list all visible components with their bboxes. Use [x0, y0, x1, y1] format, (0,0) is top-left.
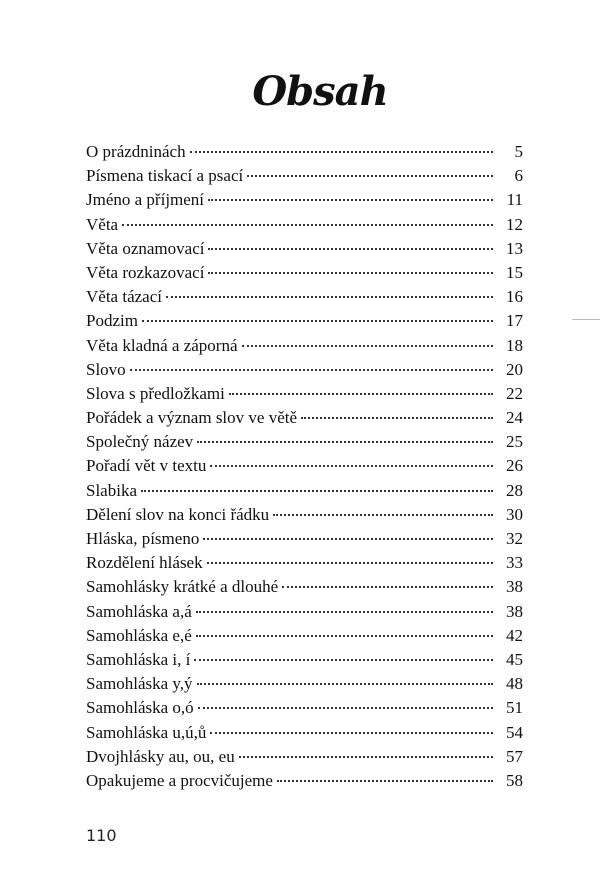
toc-entry-label: Rozdělení hlásek: [86, 553, 203, 573]
toc-entry-label: O prázdninách: [86, 142, 186, 161]
toc-entry: [86, 309, 523, 333]
toc-entry-page: 38: [506, 601, 523, 621]
toc-entry-page: 5: [514, 142, 523, 161]
toc-entry-label: Samohláska i, í: [86, 649, 191, 669]
dot-leader: [130, 369, 493, 371]
toc-entry: [86, 334, 523, 358]
toc-entry: [86, 721, 523, 745]
toc-entry-page: 57: [506, 746, 523, 766]
toc-entry-page: 12: [506, 214, 523, 234]
toc-entry: [86, 551, 523, 575]
toc-entry: [86, 575, 523, 599]
dot-leader: [198, 707, 493, 709]
toc-entry: [86, 527, 523, 551]
toc-entry-page: 30: [506, 504, 523, 524]
table-of-contents: [86, 140, 523, 793]
toc-entry: [86, 454, 523, 478]
dot-leader: [196, 635, 493, 637]
toc-entry-label: Společný název: [86, 432, 194, 452]
toc-entry: [86, 213, 523, 237]
page-title: Obsah: [252, 68, 388, 115]
toc-entry-label: Písmena tiskací a psací: [86, 166, 244, 186]
dot-leader: [282, 586, 493, 588]
toc-entry: [86, 430, 523, 454]
toc-entry-label: Dvojhlásky au, ou, eu: [86, 746, 235, 766]
toc-entry: [86, 600, 523, 624]
dot-leader: [273, 514, 493, 516]
toc-entry-page: 25: [506, 432, 523, 452]
toc-entry-page: 17: [506, 311, 523, 331]
toc-entry-page: 24: [506, 408, 523, 428]
toc-entry-page: 58: [506, 770, 523, 790]
toc-entry-label: Samohlásky krátké a dlouhé: [86, 577, 279, 597]
toc-entry-page: 6: [514, 166, 523, 186]
dot-leader: [197, 683, 493, 685]
toc-entry: [86, 745, 523, 769]
dot-leader: [208, 248, 493, 250]
toc-entry: [86, 503, 523, 527]
toc-entry-label: Samohláska o,ó: [86, 698, 194, 718]
toc-entry-page: 45: [506, 649, 523, 669]
dot-leader: [242, 345, 494, 347]
scan-edge-mark: [572, 319, 600, 320]
toc-entry: [86, 769, 523, 793]
dot-leader: [210, 465, 493, 467]
toc-entry-label: Slovo: [86, 359, 126, 379]
toc-entry-label: Samohláska e,é: [86, 625, 192, 645]
toc-entry: [86, 648, 523, 672]
dot-leader: [277, 780, 493, 782]
dot-leader: [196, 611, 493, 613]
toc-entry: [86, 406, 523, 430]
toc-entry-label: Věta oznamovací: [86, 238, 205, 258]
toc-entry-page: 15: [506, 262, 523, 282]
toc-entry-label: Dělení slov na konci řádku: [86, 504, 270, 524]
toc-entry-label: Samohláska y,ý: [86, 674, 193, 694]
toc-entry-label: Samohláska a,á: [86, 601, 192, 621]
dot-leader: [166, 296, 493, 298]
dot-leader: [210, 732, 493, 734]
toc-entry-label: Jméno a příjmení: [86, 190, 205, 210]
toc-entry-page: 28: [506, 480, 523, 500]
toc-entry-label: Samohláska u,ú,ů: [86, 722, 207, 742]
toc-entry-label: Pořádek a význam slov ve větě: [86, 408, 298, 428]
dot-leader: [207, 562, 493, 564]
toc-entry-label: Věta kladná a záporná: [86, 335, 238, 355]
dot-leader: [229, 393, 493, 395]
toc-entry-page: 22: [506, 383, 523, 403]
toc-entry-label: Pořadí vět v textu: [86, 456, 207, 476]
toc-entry: [86, 382, 523, 406]
dot-leader: [122, 224, 493, 226]
dot-leader: [247, 175, 493, 177]
toc-entry-label: Věta rozkazovací: [86, 262, 205, 282]
toc-entry-label: Opakujeme a procvičujeme: [86, 770, 273, 790]
dot-leader: [301, 417, 493, 419]
dot-leader: [239, 756, 493, 758]
toc-entry: [86, 261, 523, 285]
dot-leader: [208, 199, 493, 201]
toc-entry: [86, 672, 523, 696]
dot-leader: [197, 441, 493, 443]
toc-entry-label: Podzim: [86, 311, 138, 331]
dot-leader: [208, 272, 493, 274]
toc-entry-label: Slabika: [86, 480, 137, 500]
toc-entry-page: 18: [506, 335, 523, 355]
toc-entry-page: 38: [506, 577, 523, 597]
toc-entry-page: 13: [506, 238, 523, 258]
toc-entry-label: Hláska, písmeno: [86, 529, 200, 548]
dot-leader: [142, 320, 493, 322]
toc-entry-page: 51: [506, 698, 523, 718]
toc-entry: [86, 624, 523, 648]
toc-entry-page: 11: [506, 190, 523, 210]
toc-entry: [86, 696, 523, 720]
toc-entry: [86, 358, 523, 382]
toc-entry: [86, 237, 523, 261]
toc-entry: [86, 140, 523, 164]
toc-entry: [86, 164, 523, 188]
toc-entry-page: 42: [506, 625, 523, 645]
toc-entry-page: 16: [506, 287, 523, 307]
dot-leader: [141, 490, 493, 492]
toc-entry-page: 33: [506, 553, 523, 573]
toc-entry-label: Věta: [86, 214, 119, 234]
dot-leader: [203, 538, 493, 540]
toc-entry: [86, 479, 523, 503]
toc-entry-page: 26: [506, 456, 523, 476]
dot-leader: [194, 659, 493, 661]
toc-entry-label: Věta tázací: [86, 287, 162, 307]
toc-entry-label: Slova s předložkami: [86, 383, 225, 403]
toc-entry: [86, 188, 523, 212]
toc-entry-page: 32: [506, 529, 523, 548]
toc-entry-page: 20: [506, 359, 523, 379]
page-number: 110: [86, 826, 117, 845]
dot-leader: [190, 151, 493, 153]
toc-entry: [86, 285, 523, 309]
toc-entry-page: 54: [506, 722, 523, 742]
toc-entry-page: 48: [506, 674, 523, 694]
